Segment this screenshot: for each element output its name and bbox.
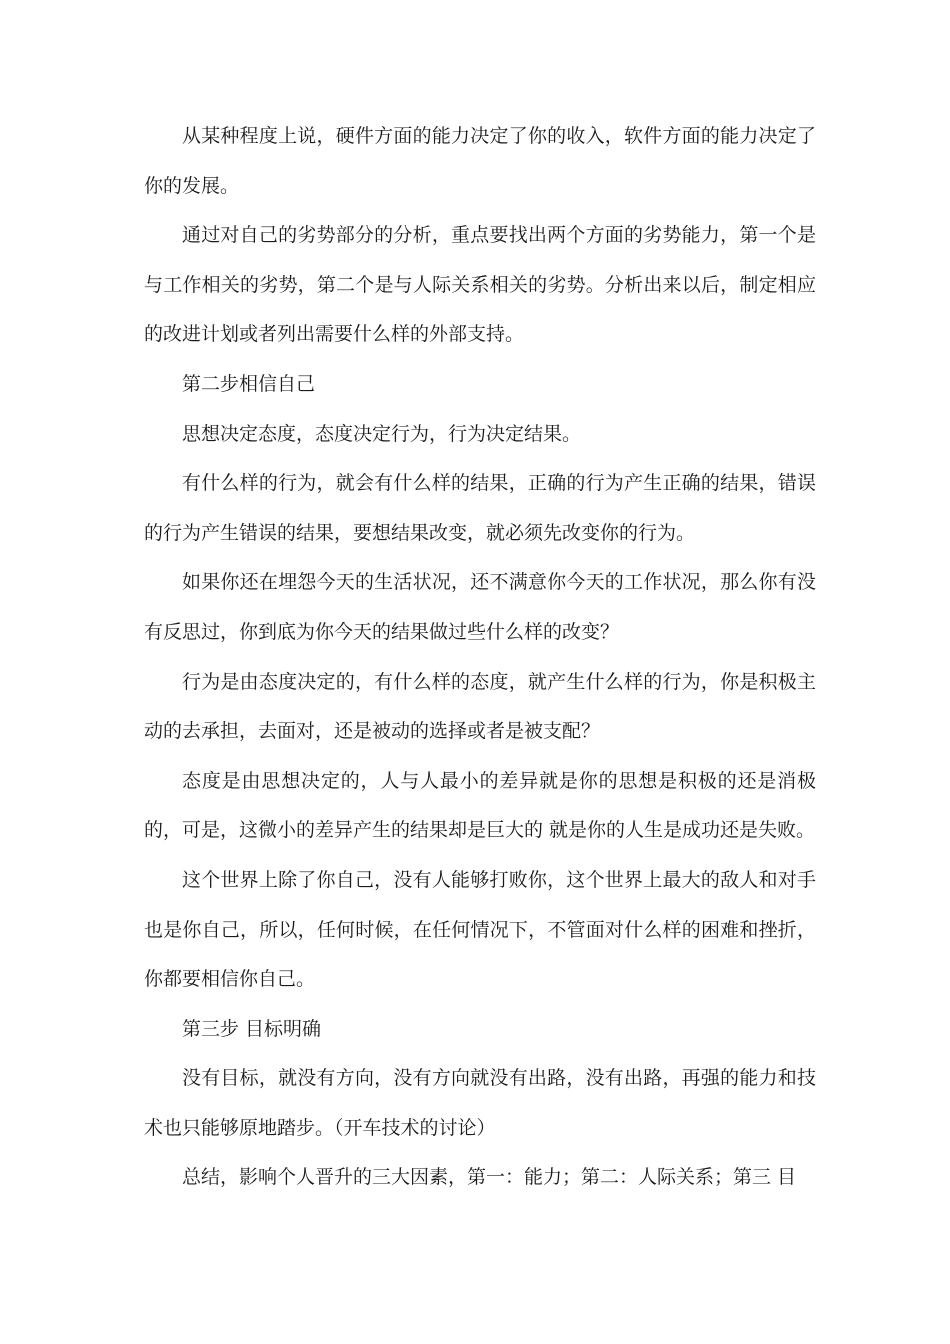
paragraph: 总结，影响个人晋升的三大因素，第一：能力；第二：人际关系；第三 目 (182, 1166, 797, 1189)
paragraph: 行为是由态度决定的，有什么样的态度，就产生什么样的行为，你是积极主动的去承担，去面对，还是被动的选择或者是被支配？ (144, 670, 816, 743)
paragraph: 思想决定态度，态度决定行为，行为决定结果。 (182, 422, 582, 445)
paragraph: 从某种程度上说，硬件方面的能力决定了你的收入，软件方面的能力决定了你的发展。 (144, 125, 816, 197)
section-heading: 第三步 目标明确 (182, 1017, 322, 1040)
paragraph: 如果你还在埋怨今天的生活状况，还不满意你今天的工作状况，那么你有没有反思过，你到底为你今天的结果做过些什么样的改变？ (144, 571, 816, 643)
paragraph: 这个世界上除了你自己，没有人能够打败你，这个世界上最大的敌人和对手也是你自己，所以，任何时候，在任何情况下，不管面对什么样的困难和挫折，你都要相信你自己。 (144, 868, 816, 991)
paragraph: 态度是由思想决定的，人与人最小的差异就是你的思想是积极的还是消极的，可是，这微小的差异产生的结果却是巨大的 就是你的人生是成功还是失败。 (144, 769, 816, 842)
section-heading: 第二步相信自己 (182, 372, 316, 395)
paragraph: 没有目标，就没有方向，没有方向就没有出路，没有出路，再强的能力和技术也只能够原地踏步。（开车技术的讨论） (144, 1067, 816, 1139)
paragraph: 有什么样的行为，就会有什么样的结果，正确的行为产生正确的结果，错误的行为产生错误的结果，要想结果改变，就必须先改变你的行为。 (144, 472, 816, 544)
document-body (144, 112, 816, 1203)
paragraph: 通过对自己的劣势部分的分析，重点要找出两个方面的劣势能力，第一个是与工作相关的劣势，第二个是与人际关系相关的劣势。分析出来以后，制定相应的改进计划或者列出需要什么样的外部支持。 (144, 224, 816, 346)
